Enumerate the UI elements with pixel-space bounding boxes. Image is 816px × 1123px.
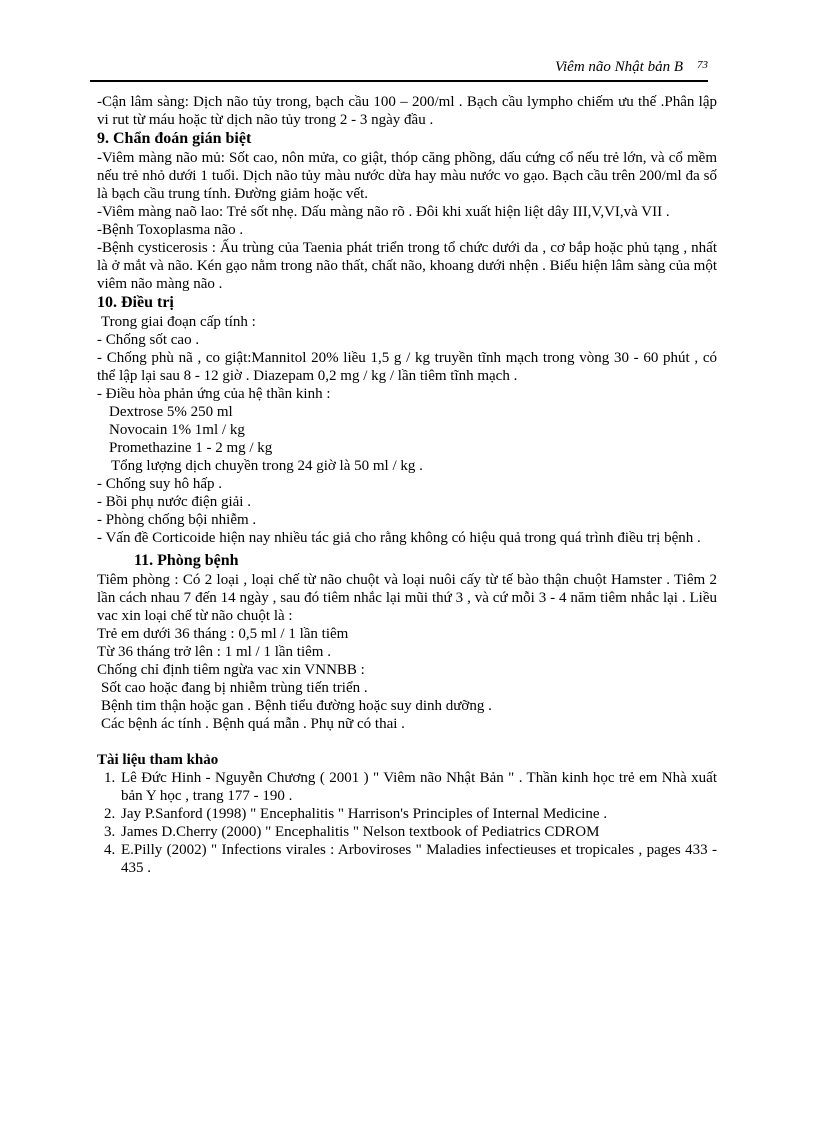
- section-heading-9: 9. Chẩn đoán gián biệt: [97, 130, 252, 147]
- paragraph-lab-findings: -Cận lâm sàng: Dịch não tủy trong, bạch cầu 100 – 200/ml . Bạch cầu lympho chiếm ưu thế .Phân lập vi rut từ máu hoặc từ dịch não tủy trong 2 - 3 ngày đầu .: [97, 94, 717, 128]
- reference-item: 4. E.Pilly (2002) " Infections virales : Arboviroses " Maladies infectieuses et tropicales , pages 433 - 435 .: [119, 841, 717, 877]
- paragraph-cysticerosis: -Bệnh cysticerosis : Ấu trùng của Taenia phát triển trong tổ chức dưới da , cơ bắp hoặc phủ tạng , nhất là ở mắt và não. Kén gạo nằm trong não thất, chất não, khoang dưới nhện . Biểu hiện lâm sàng của một viêm não màng não .: [97, 240, 717, 292]
- drug-novocain: Novocain 1% 1ml / kg: [109, 422, 245, 438]
- paragraph-vaccination: Tiêm phòng : Có 2 loại , loại chế từ não chuột và loại nuôi cấy từ tế bào thận chuột Hamster . Tiêm 2 lần cách nhau 7 đến 14 ngày , sau đó tiêm nhắc lại mũi thứ 3 , và cứ mỗi 3 - 4 năm tiêm nhắc lại . Liều vac xin loại chế từ não chuột là :: [97, 572, 717, 624]
- dose-adult: Từ 36 tháng trở lên : 1 ml / 1 lần tiêm .: [97, 644, 331, 660]
- paragraph-tb-meningitis: -Viêm màng naõ lao: Trẻ sốt nhẹ. Dấu màng não rõ . Đôi khi xuất hiện liệt dây III,V,VI,và VII .: [97, 204, 670, 220]
- contraindication-2: Bệnh tim thận hoặc gan . Bệnh tiểu đường hoặc suy dinh dưỡng .: [101, 698, 492, 714]
- contraindication-1: Sốt cao hoặc đang bị nhiễm trùng tiến triển .: [101, 680, 368, 696]
- paragraph-purulent-meningitis: -Viêm màng não mủ: Sốt cao, nôn mửa, co giật, thóp căng phồng, dấu cứng cổ nếu trẻ lớn, và cổ mềm nếu trẻ nhỏ dưới 1 tuổi. Dịch não tủy màu nước dừa hay màu nước vo gạo. Bạch cầu trên 200/ml đa số là bạch cầu trung tính. Đường giảm hoặc vết.: [97, 150, 717, 202]
- drug-dextrose: Dextrose 5% 250 ml: [109, 404, 233, 420]
- contraindication-3: Các bệnh ác tính . Bệnh quá mẫn . Phụ nữ có thai .: [101, 716, 405, 732]
- references-title: Tài liệu tham khảo: [97, 752, 219, 768]
- list-item-fever: - Chống sốt cao .: [97, 332, 200, 348]
- list-item-infection: - Phòng chống bội nhiễm .: [97, 512, 257, 528]
- reference-item: 1. Lê Đức Hinh - Nguyễn Chương ( 2001 ) " Viêm não Nhật Bản " . Thần kinh học trẻ em Nhà xuất bản Y học , trang 177 - 190 .: [119, 769, 717, 805]
- list-item-corticoide: - Vấn đề Corticoide hiện nay nhiều tác giả cho rằng không có hiệu quả trong quá trình điều trị bệnh .: [97, 530, 701, 546]
- running-header: [90, 55, 708, 77]
- section-heading-10: 10. Điều trị: [97, 294, 174, 311]
- page-number: 73: [697, 59, 708, 71]
- paragraph-toxoplasma: -Bệnh Toxoplasma não .: [97, 222, 244, 238]
- reference-item: 3. James D.Cherry (2000) " Encephalitis " Nelson textbook of Pediatrics CDROM: [119, 823, 717, 841]
- header-rule: [90, 80, 708, 82]
- list-item-electrolytes: - Bồi phụ nước điện giải .: [97, 494, 251, 510]
- references-list: [97, 769, 717, 877]
- fluid-total: Tổng lượng dịch chuyền trong 24 giờ là 50 ml / kg .: [111, 458, 423, 474]
- drug-promethazine: Promethazine 1 - 2 mg / kg: [109, 440, 273, 456]
- list-item-nervous: - Điều hòa phản ứng của hệ thần kinh :: [97, 386, 331, 402]
- dose-children: Trẻ em dưới 36 tháng : 0,5 ml / 1 lần tiêm: [97, 626, 349, 642]
- header-title: Viêm não Nhật bản B: [554, 59, 683, 75]
- page-body: [97, 93, 717, 877]
- reference-item: 2. Jay P.Sanford (1998) " Encephalitis " Harrison's Principles of Internal Medicine .: [119, 805, 717, 823]
- list-item-edema: - Chống phù nã , co giật:Mannitol 20% liều 1,5 g / kg truyền tĩnh mạch trong vòng 30 - 60 phút , có thể lập lại sau 8 - 12 giờ . Diazepam 0,2 mg / kg / lần tiêm tĩnh mạch .: [97, 350, 717, 384]
- contraindication-heading: Chống chỉ định tiêm ngừa vac xin VNNBB :: [97, 662, 365, 678]
- section-heading-11: 11. Phòng bệnh: [134, 552, 239, 569]
- list-item-respiratory: - Chống suy hô hấp .: [97, 476, 222, 492]
- paragraph-acute-phase: Trong giai đoạn cấp tính :: [101, 314, 256, 330]
